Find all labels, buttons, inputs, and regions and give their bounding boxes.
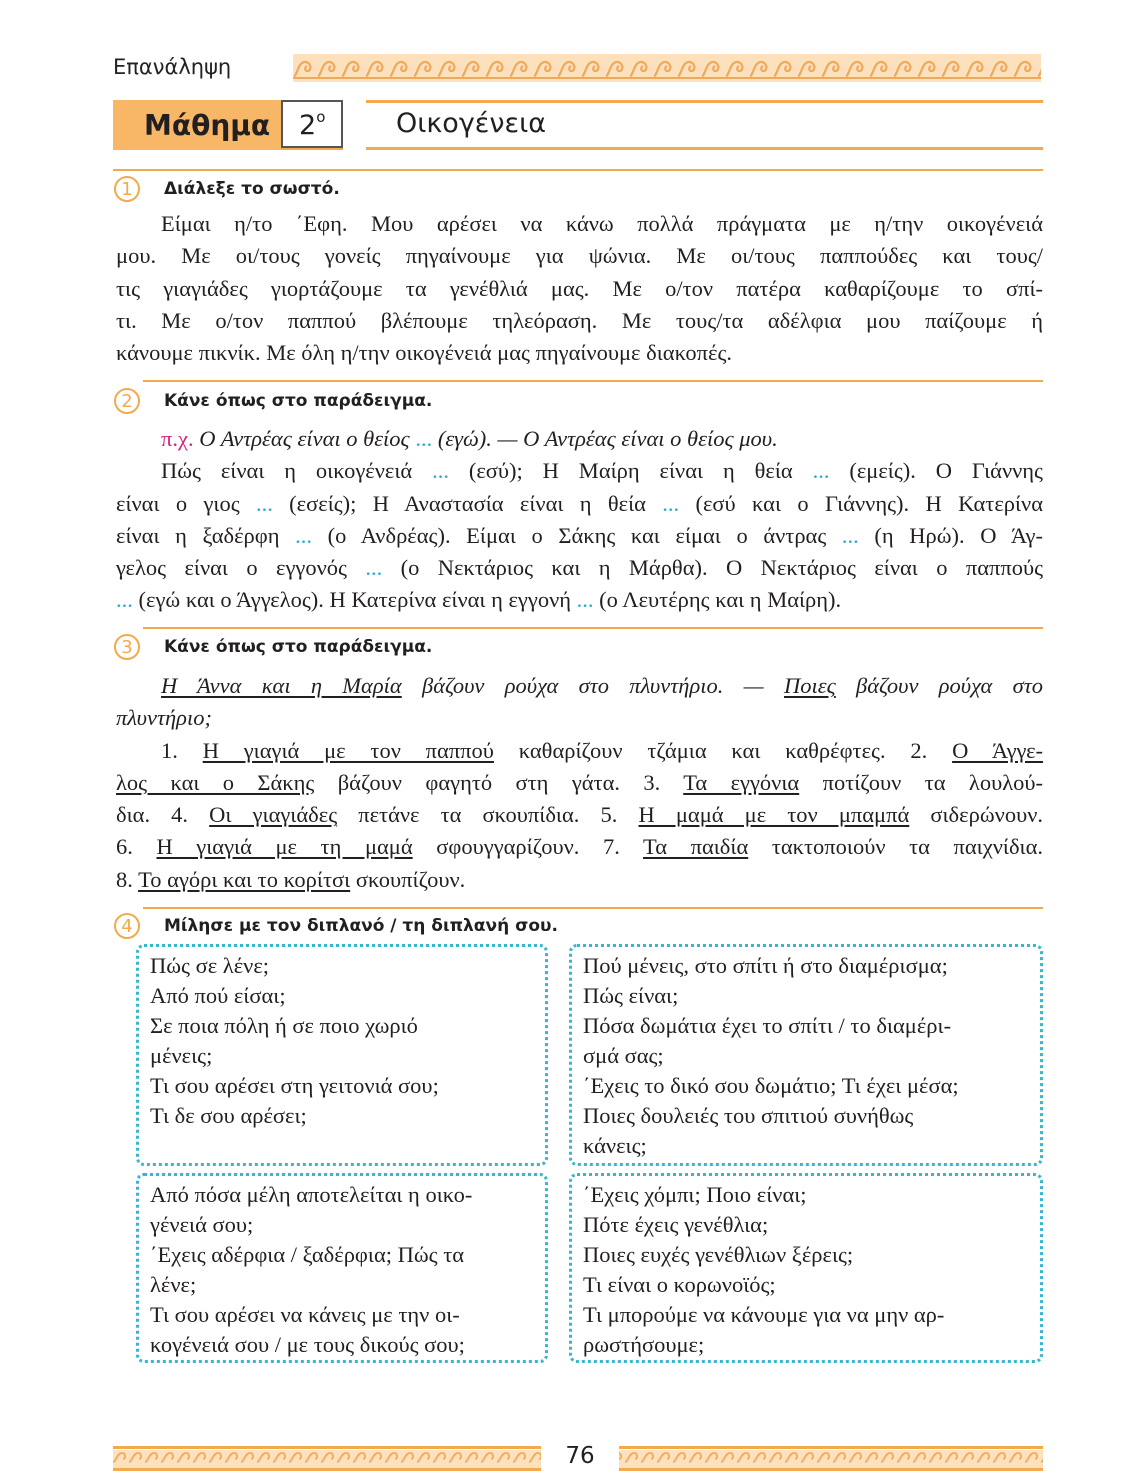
text-line: τι. Με ο/τον παππού βλέπουμε τηλεόραση. Με τους/τα αδέλφια μου παίζουμε ή xyxy=(116,307,1043,333)
question-line: Τι σου αρέσει στη γειτονιά σου; xyxy=(150,1073,439,1098)
question-line: Πού μένεις, στο σπίτι ή στο διαμέρισμα; xyxy=(583,953,948,978)
exercise-title: Κάνε όπως στο παράδειγμα. xyxy=(164,391,433,411)
text-line: 6. Η γιαγιά με τη μαμά σφουγγαρίζουν. 7. Τα παιδία τακτοποιούν τα παιχνίδια. xyxy=(116,834,1044,860)
text-line: δια. 4. Οι γιαγιάδες πετάνε τα σκουπίδια. 5. Η μαμά με τον μπαμπά σιδερώνουν. xyxy=(116,802,1044,828)
meander-border-decoration xyxy=(293,54,1041,82)
question-line: Από πόσα μέλη αποτελείται η οικο- xyxy=(150,1182,473,1207)
question-line: ρωστήσουμε; xyxy=(583,1332,705,1357)
question-box-4 xyxy=(569,1173,1043,1363)
exercise-2-text xyxy=(116,423,1043,617)
question-line: γένειά σου; xyxy=(150,1212,254,1237)
question-line: Τι δε σου αρέσει; xyxy=(150,1103,307,1128)
lesson-label-box xyxy=(113,100,281,150)
lesson-label: Μάθημα xyxy=(144,109,271,142)
question-line: Τι μπορούμε να κάνουμε για να μην αρ- xyxy=(583,1302,945,1327)
lesson-title: Οικογένεια xyxy=(396,108,547,139)
divider-3 xyxy=(143,627,1043,629)
title-top-rule xyxy=(366,100,1043,103)
blank-dots: ... xyxy=(432,458,449,484)
page-number: 76 xyxy=(565,1443,595,1469)
text-line: 1. Η γιαγιά με τον παππού καθαρίζουν τζάμια και καθρέφτες. 2. Ο Άγγε- xyxy=(161,737,1044,763)
text-line: είναι ο γιος ... (εσείς); Η Αναστασία είναι η θεία ... (εσύ και ο Γιάννης). Η Κατερίνα xyxy=(116,490,1044,516)
blank-dots: ... xyxy=(841,522,859,548)
blank-dots: ... xyxy=(662,490,680,516)
divider-4 xyxy=(143,907,1043,909)
example-marker: π.χ. xyxy=(161,426,194,451)
text-line: τις γιαγιάδες γιορτάζουμε τα γενέθλιά μας. Με ο/τον πατέρα καθαρίζουμε το σπί- xyxy=(116,275,1043,301)
exercise-number-badge: 2 xyxy=(114,388,140,414)
question-box-3 xyxy=(136,1173,548,1363)
example-line: πλυντήριο; xyxy=(116,705,212,731)
question-line: Τι είναι ο κορωνοϊός; xyxy=(583,1272,776,1297)
exercise-2-heading xyxy=(114,388,714,416)
text-line: ... (εγώ και ο Άγγελος). Η Κατερίνα είναι η εγγονή ... (ο Λευτέρης και η Μαίρη). xyxy=(116,587,842,613)
question-line: Ποιες δουλειές του σπιτιού συνήθως xyxy=(583,1103,914,1128)
header-gap xyxy=(343,100,366,150)
question-line: Σε ποια πόλη ή σε ποιο χωριό xyxy=(150,1013,418,1038)
blank-dots: ... xyxy=(365,555,383,581)
text-line: Είμαι η/το ΄Εφη. Μου αρέσει να κάνω πολλά πράγματα με η/την οικογένειά xyxy=(161,211,1043,236)
text-line: Πώς είναι η οικογένειά ... (εσύ); Η Μαίρη είναι η θεία ... (εμείς). Ο Γιάννης xyxy=(161,458,1043,484)
text-line: είναι η ξαδέρφη ... (ο Ανδρέας). Είμαι ο Σάκης και είμαι ο άντρας ... (η Ηρώ). Ο Άγ- xyxy=(116,522,1043,548)
exercise-number-badge: 4 xyxy=(114,913,140,939)
divider-2 xyxy=(143,380,1043,382)
exercise-title: Κάνε όπως στο παράδειγμα. xyxy=(164,637,433,657)
lesson-number-box xyxy=(281,100,343,148)
question-box-2 xyxy=(569,944,1043,1166)
question-line: ΄Εχεις αδέρφια / ξαδέρφια; Πώς τα xyxy=(150,1242,465,1267)
exercise-title: Μίλησε με τον διπλανό / τη διπλανή σου. xyxy=(164,916,558,936)
text-line: λος και ο Σάκης βάζουν φαγητό στη γάτα. 3. Τα εγγόνια ποτίζουν τα λουλού- xyxy=(116,769,1043,795)
text-line: γελος είναι ο εγγονός ... (ο Νεκτάριος και η Μάρθα). Ο Νεκτάριος είναι ο παππούς xyxy=(116,555,1044,581)
question-box-1 xyxy=(136,944,548,1166)
blank-dots: ... xyxy=(812,458,830,484)
exercise-title: Διάλεξε το σωστό. xyxy=(164,179,340,199)
text-line: 8. Το αγόρι και το κορίτσι σκουπίζουν. xyxy=(116,866,466,892)
example-line: π.χ. Ο Αντρέας είναι ο θείος ... (εγώ). — Ο Αντρέας είναι ο θείος μου. xyxy=(161,426,778,451)
blank-dots: ... xyxy=(415,426,433,451)
lesson-number: $2^o$ xyxy=(299,108,326,141)
question-line: σμά σας; xyxy=(583,1043,664,1068)
question-line: Ποιες ευχές γενέθλιων ξέρεις; xyxy=(583,1242,854,1267)
question-line: Πότε έχεις γενέθλια; xyxy=(583,1212,769,1237)
question-line: Από πού είσαι; xyxy=(150,983,286,1008)
exercise-3-heading xyxy=(114,634,714,662)
example-line: Η Άννα και η Μαρία βάζουν ρούχα στο πλυντήριο. — Ποιες βάζουν ρούχα στο xyxy=(161,673,1044,698)
question-line: μένεις; xyxy=(150,1043,213,1068)
exercise-3-text xyxy=(116,670,1043,896)
exercise-number-badge: 3 xyxy=(114,634,140,660)
question-line: ΄Εχεις το δικό σου δωμάτιο; Τι έχει μέσα; xyxy=(583,1073,959,1098)
question-line: κογένειά σου / με τους δικούς σου; xyxy=(150,1332,465,1357)
question-line: ΄Εχεις χόμπι; Ποιο είναι; xyxy=(583,1182,807,1207)
blank-dots: ... xyxy=(116,587,133,613)
text-line: μου. Με οι/τους γονείς πηγαίνουμε για ψώνια. Με οι/τους παππούδες και τους/ xyxy=(116,243,1043,269)
exercise-4-heading xyxy=(114,913,714,941)
exercise-1-heading xyxy=(114,176,714,204)
title-bottom-rule xyxy=(366,147,1043,150)
question-line: Τι σου αρέσει να κάνεις με την οι- xyxy=(150,1302,460,1327)
exercise-1-text xyxy=(116,208,1043,369)
question-line: λένε; xyxy=(150,1272,197,1297)
section-label: Επανάληψη xyxy=(113,55,232,79)
lesson-number-suffix: ο xyxy=(316,108,326,126)
question-line: Πώς είναι; xyxy=(583,983,679,1008)
exercise-number-badge: 1 xyxy=(114,176,140,202)
blank-dots: ... xyxy=(295,522,312,548)
question-line: Πόσα δωμάτια έχει το σπίτι / το διαμέρι- xyxy=(583,1013,952,1038)
question-line: Πώς σε λένε; xyxy=(150,953,270,978)
question-line: κάνεις; xyxy=(583,1133,647,1158)
blank-dots: ... xyxy=(255,490,273,516)
page-number-box xyxy=(541,1442,619,1472)
divider-1 xyxy=(113,169,1043,171)
blank-dots: ... xyxy=(576,587,594,613)
text-line: κάνουμε πικνίκ. Με όλη η/την οικογένειά μας πηγαίνουμε διακοπές. xyxy=(116,340,733,366)
